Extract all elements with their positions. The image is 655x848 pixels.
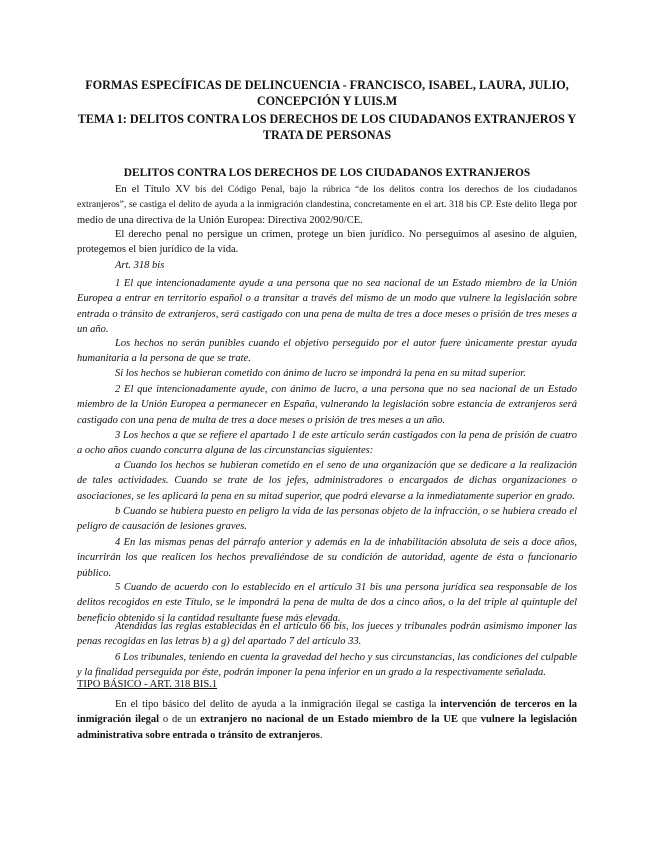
- intro-paragraph: [77, 182, 577, 228]
- article-paragraph-8: 4 En las mismas penas del párrafo anterior y además en la de inhabilitación absoluta de seis a doce años, incurrirán los que realicen los hechos prevaliéndose de su condición de autoridad, agente de ésta o funcionario público.: [77, 537, 577, 579]
- tipo-basico-paragraph: [77, 697, 577, 743]
- tipo-bold-1: intervención de terceros en la inmigración ilegal: [77, 699, 577, 726]
- article-paragraph-3: Si los hechos se hubieran cometido con ánimo de lucro se impondrá la pena en su mitad superior.: [115, 368, 526, 379]
- paragraph-bien-juridico: El derecho penal no persigue un crimen, protege un bien jurídico. No perseguimos al asesino de alguien, protegemos el bien jurídico de la vida.: [77, 229, 577, 256]
- section-heading: DELITOS CONTRA LOS DERECHOS DE LOS CIUDADANOS EXTRANJEROS: [123, 167, 531, 179]
- article-paragraph-5: 3 Los hechos a que se refiere el apartado 1 de este artículo serán castigados con la pena de prisión de cuatro a ocho años cuando concurra alguna de las circunstancias siguientes:: [77, 430, 577, 457]
- tipo-basico-heading: TIPO BÁSICO - ART. 318 BIS.1: [77, 679, 218, 690]
- tipo-bold-2: extranjero no nacional de un Estado miembro de la UE: [200, 714, 458, 726]
- article-paragraph-6: a Cuando los hechos se hubieran cometido en el seno de una organización que se dedicare a la realización de tales actividades. Cuando se trate de los jefes, administradores o encargados de dichas organizaciones o asociaciones, se les aplicará la pena en su mitad superior, que podrá elevarse a la inmediatamente superior en grado.: [77, 460, 577, 502]
- tipo-text-4: .: [319, 729, 323, 741]
- article-paragraph-1: 1 El que intencionadamente ayude a una persona que no sea nacional de un Estado miembro de la Unión Europea a entrar en territorio español o a transitar a través del mismo de un modo que vulnere la legislación sobre entrada o tránsito de extranjeros, será castigado con una pena de multa de tres a doce meses o prisión de tres meses a un año.: [77, 278, 577, 335]
- article-paragraph-7: b Cuando se hubiera puesto en peligro la vida de las personas objeto de la infracción, o se hubiera creado el peligro de causación de lesiones graves.: [77, 506, 577, 533]
- intro-text-a: En el Título XV: [115, 184, 191, 195]
- intro-text-b: bis del Código Penal, bajo la rúbrica “de los delitos contra los derechos de los ciudadanos extranjeros”, se castiga el delito de ayuda a la inmigración clandestina, concretamente en el art. 318 bis CP. Este delito: [77, 184, 577, 211]
- article-paragraph-11: 6 Los tribunales, teniendo en cuenta la gravedad del hecho y sus circunstancias, las condiciones del culpable y la finalidad perseguida por éste, podrán imponer la pena inferior en un grado a la respectivamente señalada.: [77, 652, 577, 679]
- article-paragraph-10: Atendidas las reglas establecidas en el artículo 66 bis, los jueces y tribunales podrán asimismo imponer las penas recogidas en las letras b) a g) del apartado 7 del artículo 33.: [77, 621, 577, 648]
- article-paragraph-4: 2 El que intencionadamente ayude, con ánimo de lucro, a una persona que no sea nacional de un Estado miembro de la Unión Europea a permanecer en España, vulnerando la legislación sobre estancia de extranjeros será castigado con una pena de multa de tres a doce meses o prisión de tres meses a un año.: [77, 384, 577, 426]
- article-label: Art. 318 bis: [115, 260, 165, 271]
- article-paragraph-9: 5 Cuando de acuerdo con lo establecido en el artículo 31 bis una persona jurídica sea responsable de los delitos recogidos en este Título, se le impondrá la pena de multa de dos a cinco años, o la del triple al quíntuple del beneficio obtenido si la cantidad resultante fuese más elevada.: [77, 582, 577, 624]
- article-paragraph-2: Los hechos no serán punibles cuando el objetivo perseguido por el autor fuere únicamente prestar ayuda humanitaria a la persona de que se trate.: [77, 338, 577, 365]
- topic-title: TEMA 1: DELITOS CONTRA LOS DERECHOS DE LOS CIUDADANOS EXTRANJEROS Y TRATA DE PERSONAS: [77, 112, 577, 142]
- tipo-text-1: En el tipo básico del delito de ayuda a la inmigración ilegal se castiga la: [115, 699, 441, 710]
- tipo-text-2: o de un: [159, 714, 201, 726]
- intro-text-c: llega por medio de una directiva de la Unión Europea: Directiva 2002/90/CE.: [77, 199, 577, 226]
- document-title: FORMAS ESPECÍFICAS DE DELINCUENCIA - FRANCISCO, ISABEL, LAURA, JULIO, CONCEPCIÓN Y LUIS.M: [85, 78, 569, 108]
- tipo-bold-3: vulnere la legislación administrativa sobre entrada o tránsito de extranjeros: [77, 714, 577, 741]
- tipo-text-3: que: [457, 714, 481, 726]
